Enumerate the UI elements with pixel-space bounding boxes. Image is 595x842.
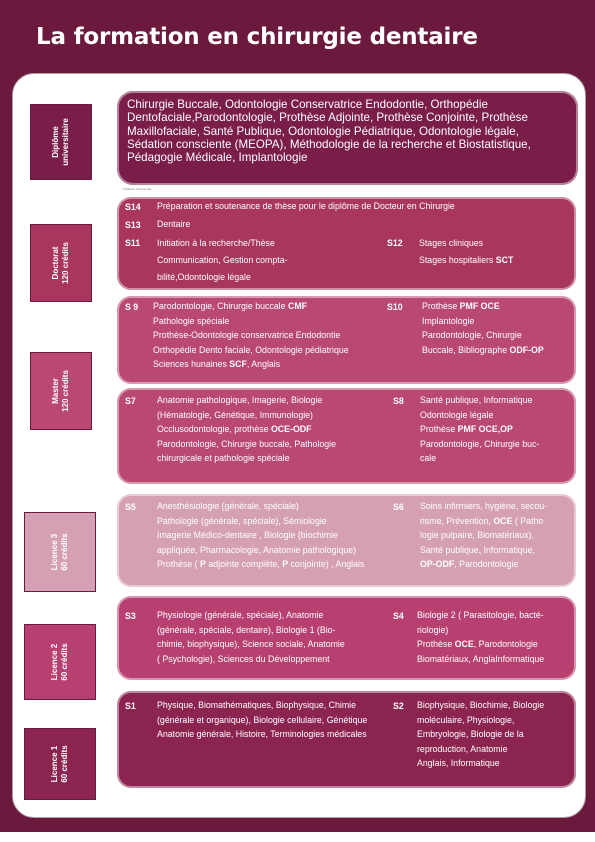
licence3-block <box>117 494 576 587</box>
text-line: Stages cliniques <box>419 238 484 248</box>
text-line: appliquée, Pharmacologie, Anatomie pathologique) <box>157 544 357 555</box>
text-line: moléculaire, Physiologie, <box>417 714 515 725</box>
text-line: Imagerie Médico-dentaire , Biologie (biochimie <box>157 530 338 540</box>
text-line: Parodontologie, Chirurgie <box>422 330 522 340</box>
text-line: Embryologie, Biologie de la <box>417 729 524 739</box>
text-line: Anglais, Informatique <box>417 758 500 768</box>
licence1-block <box>117 691 576 788</box>
text-line: Biophysique, Biochimie, Biologie <box>417 700 545 710</box>
text-line: risme, Prévention, <box>420 515 494 526</box>
text-line: bilité,Odontologie légale <box>157 272 251 282</box>
label-line: universitaire <box>61 118 70 166</box>
text-line: ( Psychologie), Sciences du Développement <box>157 653 330 664</box>
text-line: Stages hospitaliers <box>419 255 496 265</box>
label-licence-1 <box>24 728 96 800</box>
du-line: Dentofaciale,Parodontologie, Prothèse Adjointe, Prothèse Conjointe, Prothèse <box>127 111 528 125</box>
semester-number: S7 <box>125 396 136 406</box>
du-list <box>127 98 531 164</box>
label-line: crédits <box>61 370 70 397</box>
text-line: Prothèse <box>420 424 458 434</box>
label-line: 120 <box>61 398 70 412</box>
du-line: Pédagogie Médicale, Implantologie <box>127 151 308 165</box>
text-line: conjointe) , Anglais <box>288 559 365 569</box>
semester-text <box>157 608 345 666</box>
page-title: La formation en chirurgie dentaire <box>36 24 478 50</box>
semester-text <box>420 393 539 466</box>
text-line: chirurgicale et pathologie spéciale <box>157 453 290 463</box>
text-line: cale <box>420 453 437 463</box>
semester-text <box>417 698 544 771</box>
semester-number: S10 <box>387 302 403 312</box>
label-master <box>30 352 92 430</box>
master-s9-s10-block <box>117 296 576 384</box>
semester-text: Préparation et soutenance de thèse pour le diplôme de Docteur en Chirurgie <box>157 201 455 211</box>
text-line: Anatomie générale, Histoire, Terminologies médicales <box>157 729 367 739</box>
text-line: Santé publique, Informatique <box>420 395 533 405</box>
text-line: Pathologie (générale, spéciale), Sémiologie <box>157 515 327 526</box>
label-line: 60 crédits <box>60 643 69 681</box>
semester-number: S11 <box>125 238 141 248</box>
text-line: Anesthésiologie (générale, spéciale) <box>157 501 299 511</box>
semester-text <box>153 299 349 372</box>
text-line: ( Patho <box>512 515 544 526</box>
du-block <box>117 91 578 185</box>
text-line: Parodontologie, Chirurgie buccale, Pathologie <box>157 438 336 449</box>
semester-text <box>157 499 364 572</box>
semester-number: S5 <box>125 502 136 512</box>
master-s7-s8-block <box>117 388 576 484</box>
text-line: adjointe complète, <box>205 559 283 569</box>
semester-number: S4 <box>393 611 404 621</box>
semester-number: S3 <box>125 611 136 621</box>
text-line: Sciences hunaines <box>153 359 230 369</box>
label-line: Licence 1 <box>50 745 59 783</box>
text-line: Buccale, Bibliographe <box>422 344 510 355</box>
text-line: reproduction, Anatomie <box>417 743 508 754</box>
text-line: Physiologie (générale, spéciale), Anatomie <box>157 610 324 620</box>
label-line: Master <box>51 378 60 404</box>
text-line: Orthopédie Dento faciale, Odontologie pédiatrique <box>153 344 349 355</box>
label-doctorat <box>30 224 92 302</box>
text-line: , Parodontologie <box>454 559 519 569</box>
du-line: Chirurgie Buccale, Odontologie Conservatrice Endodontie, Orthopédie <box>127 98 488 111</box>
semester-text <box>422 299 544 357</box>
text-line: Prothèse-Odontologie conservatrice Endodontie <box>153 330 341 340</box>
text-line: P <box>200 559 206 569</box>
text-line: Pathologie spéciale <box>153 315 230 326</box>
label-diplome-universitaire <box>30 104 92 180</box>
text-line: , Anglais <box>246 359 281 369</box>
semester-text <box>420 499 547 572</box>
semester-number: S12 <box>387 238 403 248</box>
text-line: OCE <box>493 515 513 526</box>
text-line: riologie) <box>417 624 449 635</box>
du-line: Sédation consciente (MEOPA), Méthodologie de la recherche et Biostatistique, <box>127 137 531 151</box>
text-line: PMF OCE,OP <box>457 424 513 434</box>
text-line: SCT <box>495 255 514 265</box>
doctorat-block <box>117 197 576 290</box>
label-line: Diplôme <box>51 126 60 158</box>
semester-number: S13 <box>125 220 141 230</box>
text-line: Occlusodontologie, prothèse <box>157 424 271 434</box>
text-line: Prothèse <box>422 301 460 311</box>
text-line: Biologie 2 ( Parasitologie, bacté- <box>417 610 544 620</box>
semester-text: Dentaire <box>157 219 191 229</box>
text-line: OCE <box>454 639 474 649</box>
text-line: CMF <box>287 301 308 311</box>
label-line: Doctorat <box>51 246 60 280</box>
semester-number: S 9 <box>125 302 139 312</box>
semester-text <box>157 235 288 286</box>
label-line: 60 crédits <box>60 745 69 783</box>
text-line: PMF OCE <box>459 301 500 311</box>
text-line: Odontologie légale <box>420 409 494 420</box>
text-line: ODF-OP <box>509 344 544 355</box>
semester-text <box>157 393 336 466</box>
text-line: chimie, biophysique), Science sociale, Anatomie <box>157 639 345 649</box>
label-licence-2 <box>24 624 96 700</box>
text-line: (Hématologie, Génétique, Immunologie) <box>157 409 313 420</box>
text-line: OCE-ODF <box>270 424 312 434</box>
text-line: Soins infirmiers, hygiène, secou- <box>420 501 548 511</box>
text-line: Santé publique, Informatique, <box>420 544 535 555</box>
semester-number: S14 <box>125 202 141 212</box>
semester-number: S2 <box>393 701 404 711</box>
label-line: Licence 3 <box>50 533 59 571</box>
text-line: Anatomie pathologique, Imagerie, Biologie <box>157 395 323 405</box>
text-line: Parodontologie, Chirurgie buccale <box>153 301 288 311</box>
label-line: 120 <box>61 270 70 284</box>
text-line: Initiation à la recherche/Thèse <box>157 238 275 248</box>
text-line: Physique, Biomathématiques, Biophysique, Chimie <box>157 700 357 710</box>
label-line: crédits <box>61 242 70 269</box>
text-line: Prothèse ( <box>157 559 201 569</box>
text-line: (générale et organique), Biologie cellulaire, Génétique <box>157 714 368 725</box>
text-line: , Parodontologie <box>473 639 538 649</box>
label-line: Licence 2 <box>50 643 59 681</box>
text-line: Implantologie <box>422 315 475 326</box>
semester-number: S8 <box>393 396 404 406</box>
text-line: OP-ODF <box>420 559 455 569</box>
semester-text <box>419 235 513 269</box>
label-line: 60 crédits <box>60 533 69 571</box>
du-footnote: • Diplôme d'Université <box>122 187 152 191</box>
text-line: Biomatériaux, AnglaInformatique <box>417 653 545 664</box>
text-line: (générale, spéciale, dentaire), Biologie 1 (Bio- <box>157 624 336 635</box>
text-line: Communication, Gestion compta- <box>157 255 288 265</box>
semester-number: S1 <box>125 701 136 711</box>
text-line: Prothèse <box>417 639 455 649</box>
text-line: SCF <box>229 359 247 369</box>
semester-number: S6 <box>393 502 404 512</box>
licence2-block <box>117 596 576 680</box>
du-line: Maxillofaciale, Santé Publique, Odontologie Pédiatrique, Odontologie légale, <box>127 124 519 138</box>
text-line: Parodontologie, Chirurgie buc- <box>420 438 540 449</box>
text-line: logie pulpaire, Biomatériaux), <box>420 530 534 540</box>
label-licence-3 <box>24 512 96 592</box>
text-line: P <box>282 559 289 569</box>
semester-text <box>417 608 544 666</box>
semester-text <box>157 698 367 742</box>
